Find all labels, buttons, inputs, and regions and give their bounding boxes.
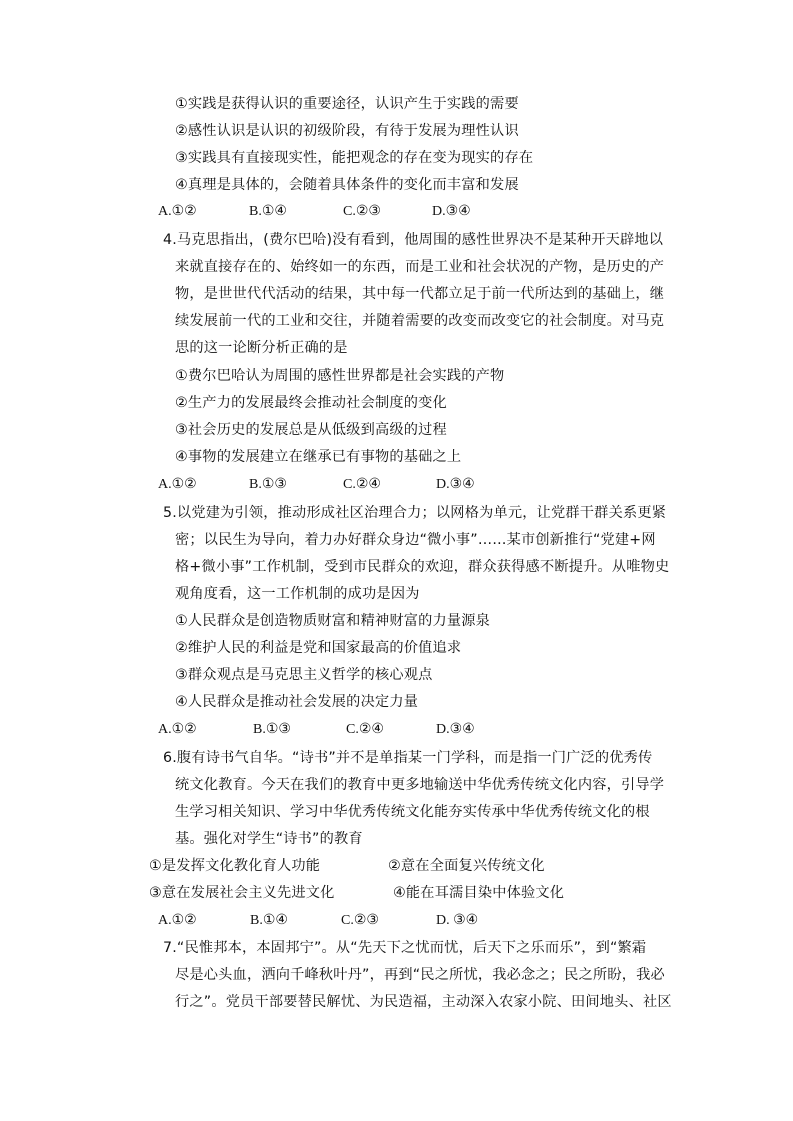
q5-option-a: A.①② (158, 722, 197, 737)
q5-option-d: D.③④ (436, 722, 475, 737)
q5-statement-3: ③群众观点是马克思主义哲学的核心观点 (175, 667, 433, 683)
q6-stem-line-2: 统文化教育。今天在我们的教育中更多地输送中华优秀传统文化内容，引导学 (175, 777, 665, 793)
q6-option-a: A.①② (158, 913, 197, 928)
q4-stem-line-3: 物，是世世代代活动的结果，其中每一代都立足于前一代所达到的基础上，继 (175, 286, 665, 302)
q5-option-c: C.②④ (346, 722, 384, 737)
q5-stem-line-2: 密；以民生为导向，着力办好群众身边“微小事”……某市创新推行“党建+网 (175, 532, 656, 548)
q3-statement-1: ①实践是获得认识的重要途径，认识产生于实践的需要 (175, 96, 519, 112)
q4-statement-2: ②生产力的发展最终会推动社会制度的变化 (175, 395, 447, 411)
q3-option-a: A.①② (158, 204, 197, 219)
q5-stem-line-1: 5.以党建为引领，推动形成社区治理合力；以网格为单元，让党群干群关系更紧 (163, 505, 667, 521)
q5-stem-line-3: 格+微小事”工作机制，受到市民群众的欢迎，群众获得感不断提升。从唯物史 (175, 559, 670, 575)
q4-stem-line-2: 来就直接存在的、始终如一的东西，而是工业和社会状况的产物，是历史的产 (175, 259, 665, 275)
q6-option-b: B.①④ (250, 913, 288, 928)
q5-statement-2: ②维护人民的利益是党和国家最高的价值追求 (175, 640, 462, 656)
q6-stem-line-4: 基。强化对学生“诗书”的教育 (175, 831, 363, 847)
q3-statement-2: ②感性认识是认识的初级阶段，有待于发展为理性认识 (175, 123, 519, 139)
q4-stem-line-1: 4.马克思指出，(费尔巴哈)没有看到，他周围的感性世界决不是某种开天辟地以 (163, 232, 664, 248)
q6-option-c: C.②③ (341, 913, 379, 928)
q7-stem-line-3: 行之”。党员干部要替民解忧、为民造福，主动深入农家小院、田间地头、社区 (175, 994, 672, 1010)
q6-stem-line-3: 生学习相关知识、学习中华优秀传统文化能夯实传承中华优秀传统文化的根 (175, 804, 650, 820)
q7-stem-line-1: 7.“民惟邦本，本固邦宁”。从“先天下之忧而忧，后天下之乐而乐”，到“繁霜 (163, 940, 647, 956)
q4-option-a: A.①② (158, 477, 197, 492)
q4-option-c: C.②④ (343, 477, 381, 492)
q4-option-d: D.③④ (436, 477, 475, 492)
q7-stem-line-2: 尽是心头血，洒向千峰秋叶丹”，再到“民之所忧，我必念之；民之所盼，我必 (175, 967, 665, 983)
q6-option-d: D. ③④ (436, 913, 479, 928)
q3-statement-3: ③实践具有直接现实性，能把观念的存在变为现实的存在 (175, 150, 534, 166)
q6-statement-3: ③意在发展社会主义先进文化 (149, 885, 335, 901)
q5-statement-4: ④人民群众是推动社会发展的决定力量 (175, 694, 419, 710)
q5-statement-1: ①人民群众是创造物质财富和精神财富的力量源泉 (175, 613, 491, 629)
q5-stem-line-4: 观角度看，这一工作机制的成功是因为 (175, 586, 420, 602)
q3-statement-4: ④真理是具体的，会随着具体条件的变化而丰富和发展 (175, 177, 519, 193)
q3-option-c: C.②③ (343, 204, 381, 219)
q4-statement-1: ①费尔巴哈认为周围的感性世界都是社会实践的产物 (175, 368, 505, 384)
q4-statement-4: ④事物的发展建立在继承已有事物的基础之上 (175, 449, 462, 465)
q3-option-d: D.③④ (432, 204, 471, 219)
q5-option-b: B.①③ (253, 722, 291, 737)
q4-statement-3: ③社会历史的发展总是从低级到高级的过程 (175, 422, 447, 438)
q4-option-b: B.①③ (249, 477, 287, 492)
q4-stem-line-5: 思的这一论断分析正确的是 (175, 340, 348, 356)
q6-statement-1: ①是发挥文化教化育人功能 (149, 858, 321, 874)
q6-statement-4: ④能在耳濡目染中体验文化 (393, 885, 565, 901)
q4-stem-line-4: 续发展前一代的工业和交往，并随着需要的改变而改变它的社会制度。对马克 (175, 313, 665, 329)
q3-option-b: B.①④ (249, 204, 287, 219)
q6-statement-2: ②意在全面复兴传统文化 (388, 858, 545, 874)
q6-stem-line-1: 6.腹有诗书气自华。“诗书”并不是单指某一门学科，而是指一门广泛的优秀传 (163, 750, 653, 766)
